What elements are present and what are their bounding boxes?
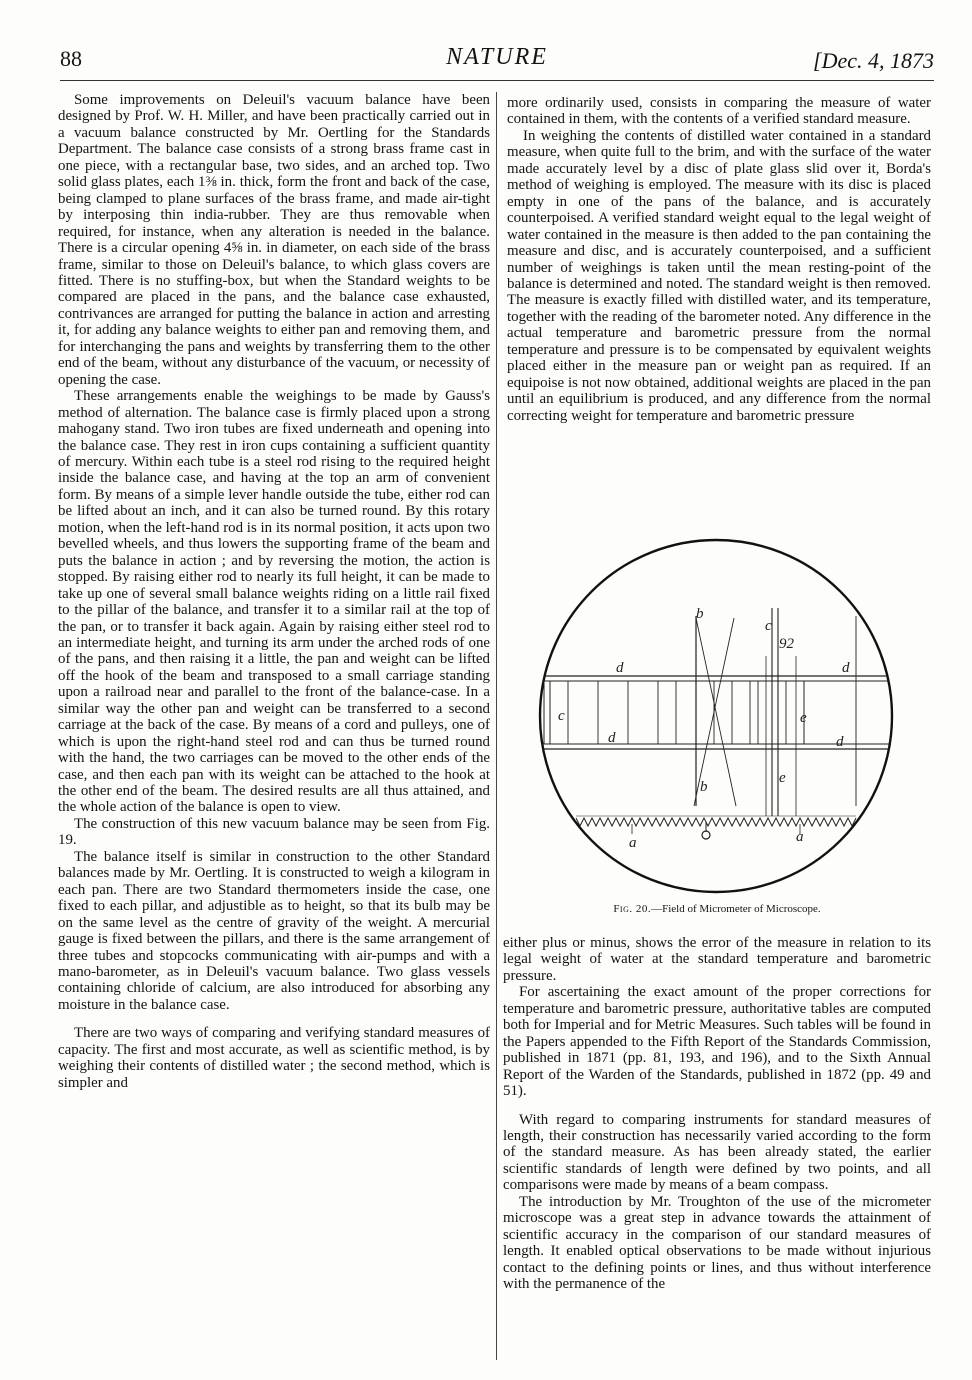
label-a-left: a: [629, 835, 637, 851]
label-b-top: b: [696, 606, 704, 622]
header-rule: [60, 80, 934, 81]
label-d-lower-left: d: [608, 730, 616, 746]
field-circle: [540, 540, 892, 892]
paragraph: These arrangements enable the weighings to be made by Gauss's method of alternation. The balance case is firmly placed upon a strong mahogany stand. Two iron tubes are fixed underneath and opening into the balance case. They rest in iron cups containing a sufficient quantity of mercury. Within each tube is a steel rod rising to the required height inside the balance case, and having at the top an arm of convenient form. By means of a simple lever handle outside the tube, either rod can be lifted about an inch, and it can also be turned round. By this rotary motion, when the left-hand rod is in its normal position, it acts upon two bevelled wheels, and thus lowers the supporting frame of the beam and puts the balance in action ; and by reversing the motion, the action is stopped. By raising either rod to nearly its full height, it can be made to take up one of several small balance weights riding on a little rail fixed to the pillar of the balance, and transfer it to a similar rail at the top of the pan, or to transfer it back again. Again by raising either steel rod to an intermediate height, and turning its arm under the arched rods of one of the pans, and then raising it a little, the pan and weight can be lifted off the hook of the beam and transposed to a small carriage standing upon a railroad near and parallel to the front of the balance-case. In a similar way the other pan and weight can be transferred to a second carriage at the back of the case. By means of a cord and pulleys, one of which is upon the right-hand steel rod and can thus be turned round with the hand, the two carriages can be moved to the other ends of the case, and then each pan with its weight can be attached to the hook at the other end of the beam. The desired results are all thus attained, and the whole action of the balance is open to view.: [58, 388, 490, 816]
paragraph: either plus or minus, shows the error of the measure in relation to its legal weight of water at the standard temperature and barometric pressure.: [503, 935, 931, 984]
journal-title: NATURE: [446, 44, 548, 70]
label-92: 92: [779, 636, 794, 652]
paragraph: Some improvements on Deleuil's vacuum balance have been designed by Prof. W. H. Miller, and have been practically carried out in a vacuum balance constructed by Mr. Oertling for the Standards Department. The balance case consists of a strong brass frame cast in one piece, with a rectangular base, two sides, and an arched top. Two solid glass plates, each 1⅜ in. thick, form the front and back of the case, being clamped to plane surfaces of the brass frame, and made air-tight by interposing thin india-rubber. They are thus removable when required, for instance, when any alteration is needed in the balance. There is a circular opening 4⅝ in. in diameter, on each side of the brass frame, similar to those on Deleuil's balance, to which glass covers are fitted. There is no stuffing-box, but when the Standard weights to be compared are placed in the pans, and the balance case exhausted, contrivances are arranged for putting the balance in action and arresting it, for adding any balance weights to either pan and removing them, and for interchanging the pans and weights by transferring them to the other end of the beam, without any disturbance of the vacuum, or necessity of opening the case.: [58, 92, 490, 388]
paragraph: The introduction by Mr. Troughton of the use of the micrometer microscope was a great step in advance towards the attainment of scientific accuracy in the comparison of our standard measures of length. It enabled optical observations to be made without injurious contact to the defining points or lines, and thus without interference with the permanence of the: [503, 1193, 931, 1293]
paragraph: The balance itself is similar in construction to the other Standard balances made by Mr. Oertling. It is constructed to weigh a kilogram in each pan. There are two Standard thermometers inside the case, one fixed to each pillar, and adjustible as to height, so that its bulb may be on the same level as the centre of gravity of the weight. A mercurial gauge is fixed between the pillars, and there is the same arrangement of three tubes and stopcocks communicating with air-pumps and with a mano-barometer, as in Deleuil's vacuum balance. Two glass vessels containing chloride of calcium, are also introduced for absorbing any moisture in the balance case.: [58, 848, 490, 1013]
micrometer-field-figure: [536, 536, 896, 896]
paragraph: With regard to comparing instruments for standard measures of length, their construction has necessarily varied according to the form of the standard measure. As has been already stated, the earlier scientific standards of length were defined by two points, and all comparisons were made by means of a beam compass.: [503, 1111, 931, 1194]
paragraph: For ascertaining the exact amount of the proper corrections for temperature and barometric pressure, authoritative tables are computed both for Imperial and for Metric Measures. Such tables will be found in the Papers appended to the Fifth Report of the Standards Commission, published in 1871 (pp. 81, 193, and 196), and to the Sixth Annual Report of the Warden of the Standards, published in 1872 (pp. 49 and 51).: [503, 984, 931, 1100]
label-a-right: a: [796, 829, 804, 845]
right-column-bottom: [503, 935, 931, 1293]
paragraph: more ordinarily used, consists in comparing the measure of water contained in them, with the contents of a verified standard measure.: [507, 95, 931, 128]
page-number: 88: [60, 46, 82, 71]
label-d-upper-right: d: [842, 660, 850, 676]
paragraph: The construction of this new vacuum balance may be seen from Fig. 19.: [58, 815, 490, 849]
figure-caption-text: —Field of Micrometer of Microscope.: [651, 903, 821, 915]
figure-label: Fig. 20.: [613, 903, 652, 915]
label-e-mid: e: [800, 710, 807, 726]
left-column: [58, 92, 490, 1091]
figure-caption: [503, 903, 931, 915]
label-c-left: c: [558, 708, 565, 724]
paragraph: There are two ways of comparing and verifying standard measures of capacity. The first and most accurate, as well as scientific method, is by weighing their contents of distilled water ; the second method, which is simpler and: [58, 1025, 490, 1091]
label-d-lower-right: d: [836, 734, 844, 750]
column-divider: [496, 92, 497, 1360]
paragraph: In weighing the contents of distilled water contained in a standard measure, when quite full to the brim, and with the surface of the water made accurately level by a disc of plate glass slid over it, Borda's method of weighing is employed. The measure with its disc is placed empty in one of the pans of the balance, and is accurately counterpoised. A verified standard weight equal to the legal weight of water contained in the measure is then added to the pan containing the measure and disc, and is accurately counterpoised, and a sufficient number of weighings is taken until the mean resting-point of the balance is determined and noted. The standard weight is then removed. The measure is exactly filled with distilled water, and its temperature, together with the reading of the barometer noted. Any difference in the actual temperature and barometric pressure from the normal temperature and pressure is to be compensated by equivalent weights placed either in the measure pan or weight pan as required. If an equipoise is not now obtained, additional weights are placed in the pan until an equilibrium is produced, and any difference from the normal correcting weight for temperature and barometric pressure: [507, 127, 931, 424]
page-header: [60, 42, 934, 82]
label-c-top: c: [765, 618, 772, 634]
issue-date: [Dec. 4, 1873: [813, 48, 934, 73]
right-column-top: [507, 95, 931, 424]
label-d-upper-left: d: [616, 660, 624, 676]
label-e-low: e: [779, 770, 786, 786]
label-b-bottom: b: [700, 779, 708, 795]
